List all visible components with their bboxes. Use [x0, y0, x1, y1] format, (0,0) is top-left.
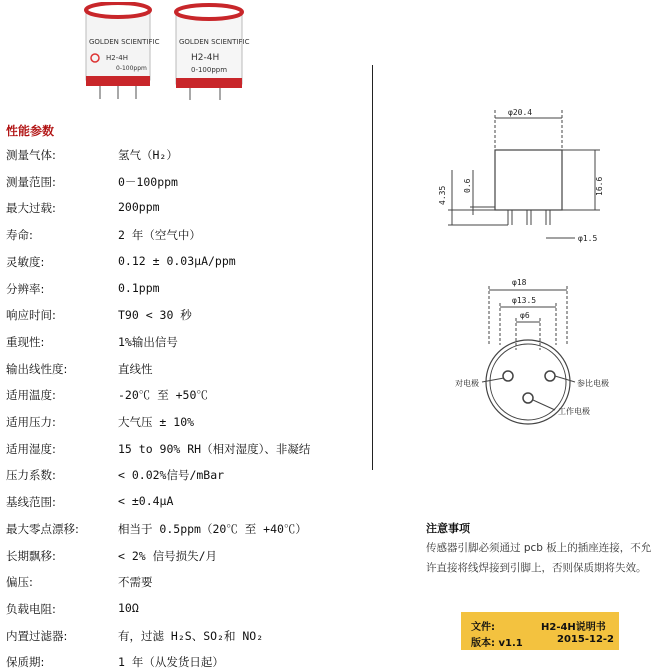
divider: [372, 65, 373, 470]
label-working-electrode: 工作电极: [558, 407, 590, 416]
param-value: 15 to 90% RH（相对湿度）、非凝结: [118, 441, 311, 456]
param-value: T90 < 30 秒: [118, 308, 192, 323]
param-value: 直线性: [118, 361, 153, 376]
dim-width: φ20.4: [508, 108, 533, 117]
param-value: 大气压 ± 10%: [118, 415, 195, 429]
param-value: 2 年（空气中）: [118, 228, 201, 243]
param-value: 有，过滤 H₂S、SO₂和 NO₂: [118, 628, 264, 643]
label-reference-electrode: 参比电极: [577, 379, 609, 388]
file-value: H2-4H说明书: [541, 622, 606, 633]
param-label: 响应时间:: [6, 308, 56, 323]
dim-height: 16.6: [595, 176, 604, 196]
param-label: 适用湿度:: [6, 441, 56, 456]
version-label: 版本: v1.1: [471, 638, 523, 649]
sensor-range-right: 0-100ppm: [191, 66, 228, 74]
param-label: 寿命:: [6, 228, 33, 243]
file-label: 文件:: [471, 622, 495, 633]
param-label: 输出线性度:: [6, 361, 68, 376]
sensor-left: [86, 3, 160, 99]
param-label: 适用压力:: [6, 415, 56, 429]
label-counter-electrode: 对电极: [455, 379, 479, 388]
param-label: 最大零点漂移:: [6, 521, 79, 536]
param-value: -20℃ 至 +50℃: [118, 388, 208, 403]
bottom-view: [482, 286, 575, 424]
param-label: 重现性:: [6, 334, 45, 349]
dim-pin-length: 4.35: [438, 185, 447, 205]
sensor-brand-left: GOLDEN SCIENTIFIC: [89, 38, 160, 46]
dimension-drawing: [400, 100, 640, 430]
sensor-model-left: H2-4H: [106, 54, 128, 62]
param-label: 长期飘移:: [6, 548, 56, 563]
param-label: 压力系数:: [6, 468, 56, 483]
dim-gap: 0.6: [463, 178, 472, 193]
param-value: 1 年（从发货日起）: [118, 655, 224, 670]
param-label: 内置过滤器:: [6, 628, 68, 643]
sensor-right: [176, 5, 250, 100]
sensor-model-right: H2-4H: [191, 53, 220, 63]
param-label: 分辨率:: [6, 281, 45, 296]
sensor-range-left: 0-100ppm: [116, 65, 147, 72]
param-value: 10Ω: [118, 600, 139, 615]
param-label: 最大过载:: [6, 201, 56, 216]
param-value: 氢气（H₂）: [118, 148, 178, 162]
section-title: 性能参数: [6, 124, 55, 138]
param-label: 负载电阻:: [6, 601, 56, 616]
param-value: 0－100ppm: [118, 174, 178, 189]
param-value: 200ppm: [118, 200, 160, 215]
param-label: 偏压:: [6, 575, 33, 590]
param-value: < ±0.4μA: [118, 494, 174, 509]
doc-info-box: [461, 612, 619, 650]
notes-body: 传感器引脚必须通过 pcb 板上的插座连接，不允许直接将线焊接到引脚上，否则保质期将失效。: [426, 542, 652, 574]
notes-title: 注意事项: [426, 522, 470, 535]
param-value: 1%输出信号: [118, 334, 178, 349]
doc-date: 2015-12-2: [557, 634, 615, 645]
param-label: 适用温度:: [6, 388, 56, 403]
param-label: 基线范围:: [6, 495, 56, 510]
param-value: 不需要: [118, 575, 153, 590]
product-photo: [80, 2, 250, 102]
param-value: 0.1ppm: [118, 280, 160, 295]
param-label: 测量范围:: [6, 174, 56, 189]
param-label: 灵敏度:: [6, 254, 45, 269]
dim-pin: φ1.5: [578, 234, 598, 243]
param-label: 保质期:: [6, 655, 45, 670]
param-value: < 0.02%信号/mBar: [118, 468, 225, 483]
dim-outer: φ18: [512, 278, 527, 287]
sensor-brand-right: GOLDEN SCIENTIFIC: [179, 38, 250, 46]
param-value: 0.12 ± 0.03μA/ppm: [118, 253, 236, 268]
side-view: [448, 110, 600, 238]
param-value: 相当于 0.5ppm（20℃ 至 +40℃）: [118, 521, 307, 536]
param-value: < 2% 信号损失/月: [118, 548, 218, 563]
dim-mid: φ13.5: [512, 296, 537, 305]
dim-inner: φ6: [520, 311, 530, 320]
param-label: 测量气体:: [6, 148, 56, 162]
